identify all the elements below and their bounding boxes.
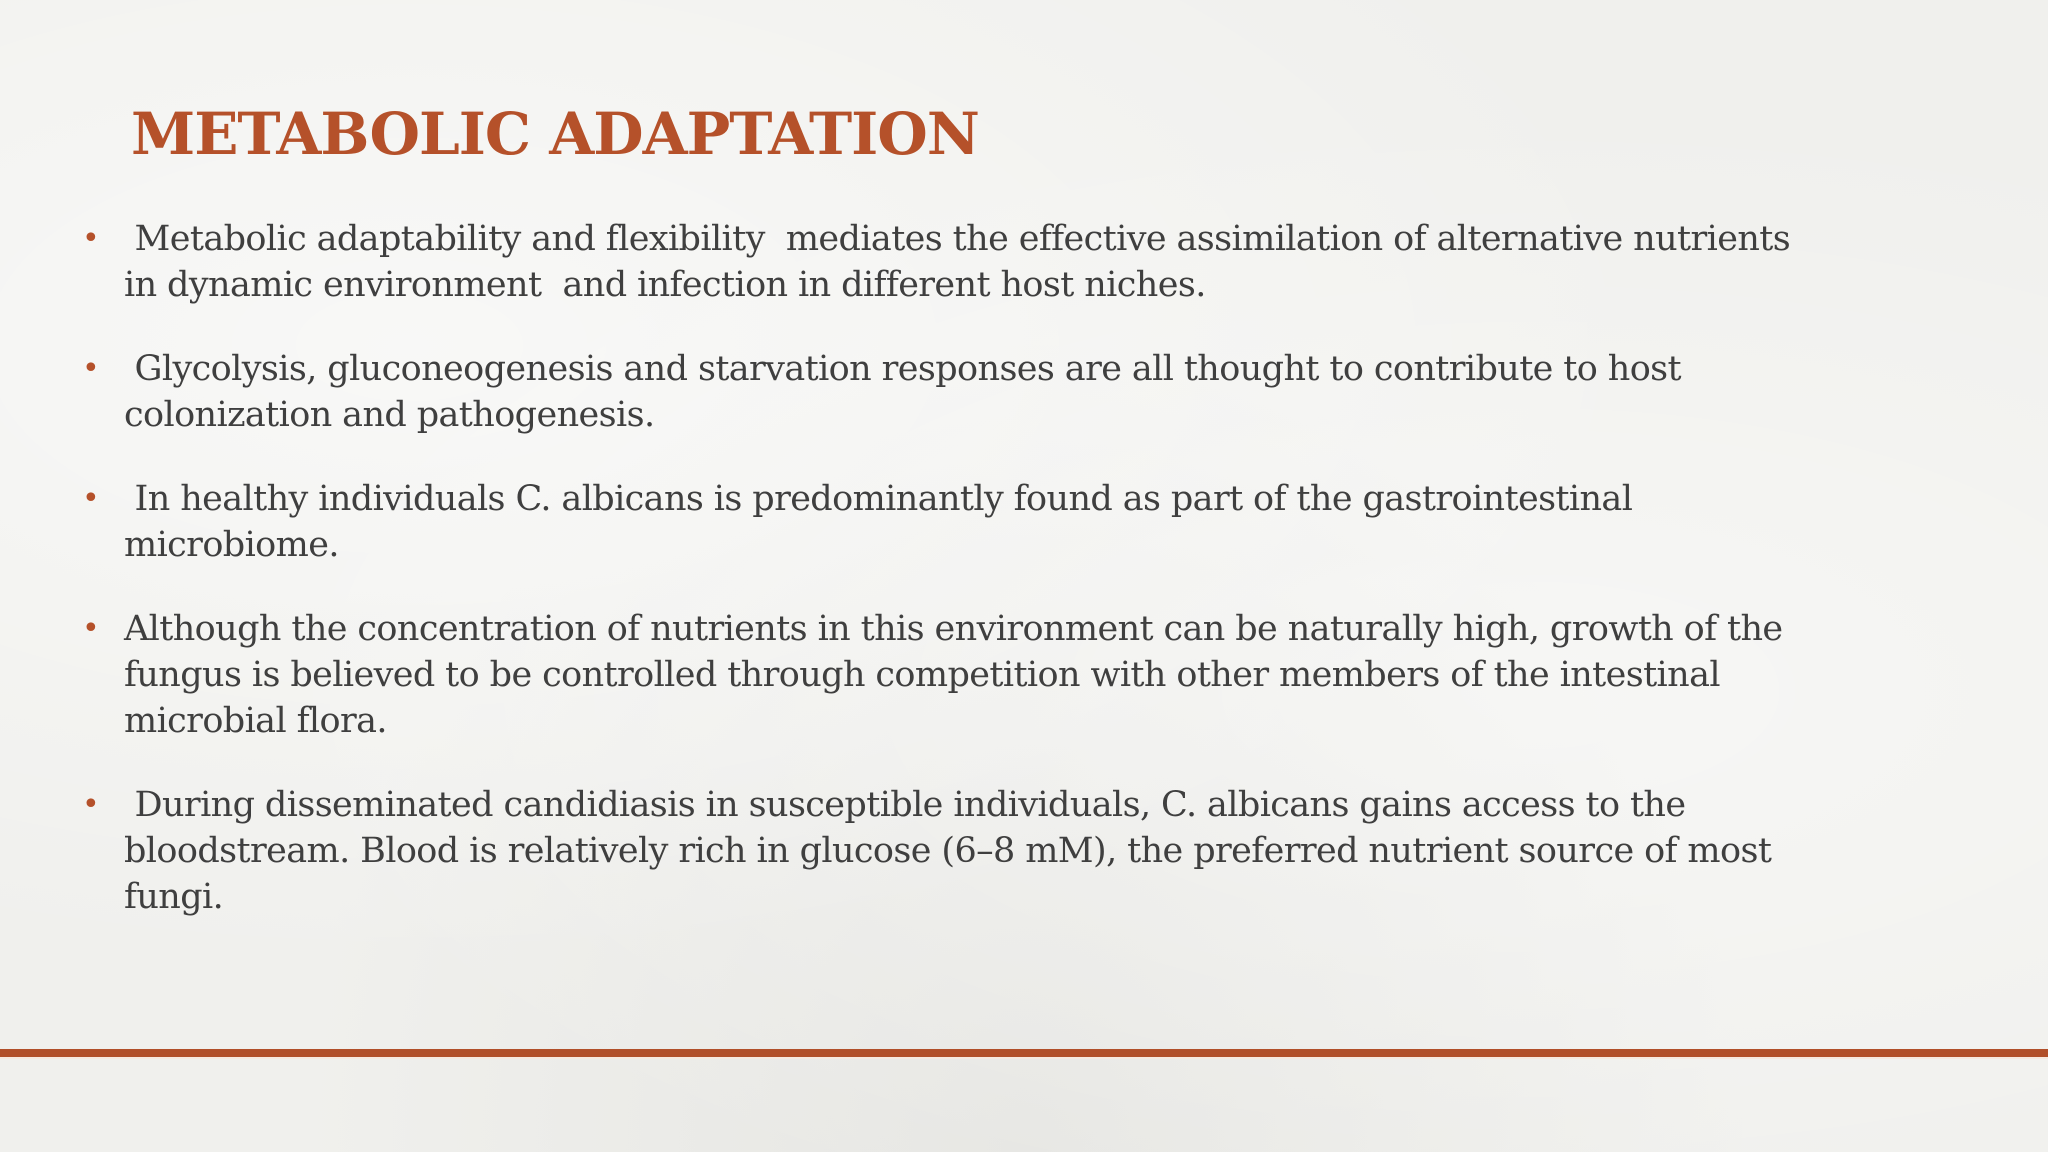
bullet-text: Metabolic adaptability and flexibility mediates the effective assimilation of alternative nutrients in dynamic environment and infection in different host niches. (124, 219, 1812, 305)
bullet-item (82, 476, 1842, 568)
bullet-text: Glycolysis, gluconeogenesis and starvation responses are all thought to contribute to host colonization and pathogenesis. (124, 349, 1692, 435)
bullet-text: During disseminated candidiasis in susceptible individuals, C. albicans gains access to the bloodstream. Blood is relatively rich in glucose (6–8 mM), the preferred nutrient source of most fungi. (124, 785, 1782, 917)
bullet-marker-icon: • (82, 481, 100, 516)
bullet-item (82, 346, 1842, 438)
bullet-text: In healthy individuals C. albicans is predominantly found as part of the gastrointestinal microbiome. (124, 479, 1643, 565)
footer-divider (0, 1049, 2048, 1057)
bullet-text: Although the concentration of nutrients in this environment can be naturally high, growth of the fungus is believed to be controlled through competition with other members of the intestinal microbial flora. (124, 609, 1794, 741)
bullet-marker-icon: • (82, 351, 100, 386)
footer-divider-highlight (0, 1057, 2048, 1059)
bullet-item (82, 782, 1842, 920)
bullet-marker-icon: • (82, 787, 100, 822)
bullet-marker-icon: • (82, 221, 100, 256)
bullet-item (82, 606, 1842, 744)
slide-title: METABOLIC ADAPTATION (131, 100, 979, 168)
bullet-marker-icon: • (82, 611, 100, 646)
bullet-item (82, 216, 1842, 308)
bullet-list (82, 216, 1842, 958)
